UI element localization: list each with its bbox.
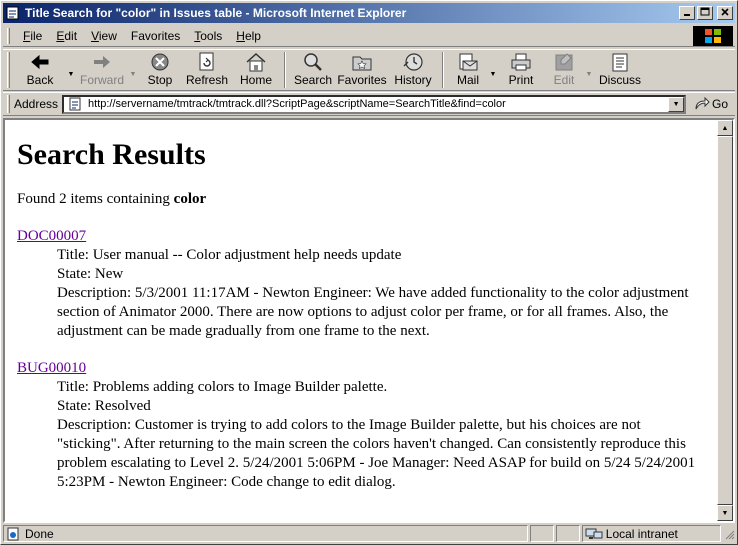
favorites-folder-icon [350, 52, 374, 72]
menu-favorites[interactable]: Favorites [130, 28, 181, 43]
home-button[interactable]: Home [232, 52, 280, 90]
mail-button[interactable]: Mail [448, 52, 488, 90]
status-main-pane [3, 525, 528, 542]
maximize-button[interactable] [697, 6, 713, 20]
result-item [17, 359, 707, 492]
vertical-scrollbar[interactable] [717, 120, 733, 521]
search-term: color [173, 191, 207, 207]
forward-arrow-icon [90, 52, 114, 72]
stop-icon [148, 52, 172, 72]
result-state: State: New [57, 266, 124, 282]
menu-help[interactable]: Help [236, 28, 261, 43]
refresh-button[interactable]: Refresh [182, 52, 232, 90]
mail-dropdown-arrow[interactable]: ▼ [489, 70, 497, 78]
menu-tools[interactable]: Tools [194, 28, 223, 43]
toolbar-separator [284, 52, 286, 88]
menu-bar [3, 25, 735, 47]
toolbar-separator [442, 52, 444, 88]
stop-button[interactable]: Stop [138, 52, 182, 90]
close-button[interactable] [717, 6, 733, 20]
search-button[interactable]: Search [290, 52, 336, 90]
address-grip[interactable] [7, 95, 10, 113]
page-icon [68, 97, 84, 111]
found-summary: Found 2 items containing color [17, 191, 207, 207]
status-text: Done [25, 526, 54, 541]
back-arrow-icon [28, 52, 52, 72]
scroll-down-button[interactable]: ▼ [717, 505, 733, 521]
result-link-doc00007[interactable]: DOC00007 [17, 228, 87, 244]
result-details [57, 246, 707, 341]
status-pane [530, 525, 554, 542]
edit-dropdown-arrow[interactable]: ▼ [585, 70, 593, 78]
ie-page-icon[interactable] [5, 5, 21, 21]
search-icon [301, 52, 325, 72]
go-button[interactable] [694, 97, 728, 111]
result-state: State: Resolved [57, 398, 151, 414]
forward-button[interactable]: Forward [76, 52, 128, 90]
windows-logo-icon [693, 26, 733, 46]
menu-file[interactable]: File [23, 28, 43, 43]
menu-edit[interactable]: Edit [56, 28, 78, 43]
back-button[interactable]: Back [14, 52, 66, 90]
result-description: Description: Customer is trying to add colors to the Image Builder palette, but his choices are not "sticking". After returning to the main screen the colors haven't changed. Can consistently reproduce this problem escalating to Level 2. 5/24/2001 5:06PM - Joe Manager: Need ASAP for build on 5/24 5/24/2001 5:23PM - Newton Engineer: Code change to edit dialog. [57, 417, 696, 490]
go-arrow-icon [694, 97, 710, 111]
toolbar-grip[interactable] [7, 52, 10, 88]
print-button[interactable]: Print [498, 52, 544, 90]
forward-dropdown-arrow[interactable]: ▼ [129, 70, 137, 78]
standard-toolbar [3, 49, 735, 91]
result-title: Title: Problems adding colors to Image Builder palette. [57, 379, 388, 395]
page-done-icon [6, 527, 22, 541]
result-description: Description: 5/3/2001 11:17AM - Newton Engineer: We have added functionality to the color adjustment section of Animator 2000. There are now options to adjust color per frame, or for all frames. Also, the adjustment can be made gradually from one frame to the next. [57, 285, 689, 339]
resize-grip-icon[interactable] [723, 528, 735, 540]
result-title: Title: User manual -- Color adjustment help needs update [57, 247, 402, 263]
page-viewport[interactable] [3, 118, 735, 523]
back-dropdown-arrow[interactable]: ▼ [67, 70, 75, 78]
result-link-bug00010[interactable]: BUG00010 [17, 360, 87, 376]
result-item [17, 227, 707, 341]
edit-icon [552, 52, 576, 72]
address-field[interactable] [62, 95, 686, 114]
maximize-icon [700, 7, 710, 17]
window-title: Title Search for "color" in Issues table - Microsoft Internet Explorer [25, 6, 407, 20]
history-icon [401, 52, 425, 72]
address-dropdown-button[interactable]: ▼ [668, 97, 684, 112]
page-heading: Search Results [17, 138, 206, 171]
page-content [17, 138, 707, 510]
discuss-button[interactable]: Discuss [594, 52, 646, 90]
security-zone-pane [582, 525, 721, 542]
status-bar [3, 524, 735, 543]
discuss-icon [608, 52, 632, 72]
status-pane [556, 525, 580, 542]
printer-icon [509, 52, 533, 72]
address-label: Address [14, 97, 59, 111]
go-label: Go [712, 97, 729, 111]
address-bar [3, 92, 735, 116]
menu-grip[interactable] [7, 28, 10, 44]
intranet-icon [585, 527, 603, 541]
menu-view[interactable]: View [91, 28, 117, 43]
result-details [57, 378, 707, 492]
edit-button[interactable]: Edit [544, 52, 584, 90]
history-button[interactable]: History [388, 52, 438, 90]
mail-icon [456, 52, 480, 72]
address-input[interactable] [88, 98, 668, 110]
refresh-icon [195, 52, 219, 72]
minimize-icon [682, 7, 692, 17]
scroll-thumb[interactable] [717, 136, 733, 505]
favorites-button[interactable]: Favorites [336, 52, 388, 90]
zone-text: Local intranet [605, 526, 678, 541]
scroll-up-button[interactable]: ▲ [717, 120, 733, 136]
home-icon [244, 52, 268, 72]
minimize-button[interactable] [679, 6, 695, 20]
close-icon [720, 7, 730, 17]
title-bar[interactable] [3, 3, 735, 23]
